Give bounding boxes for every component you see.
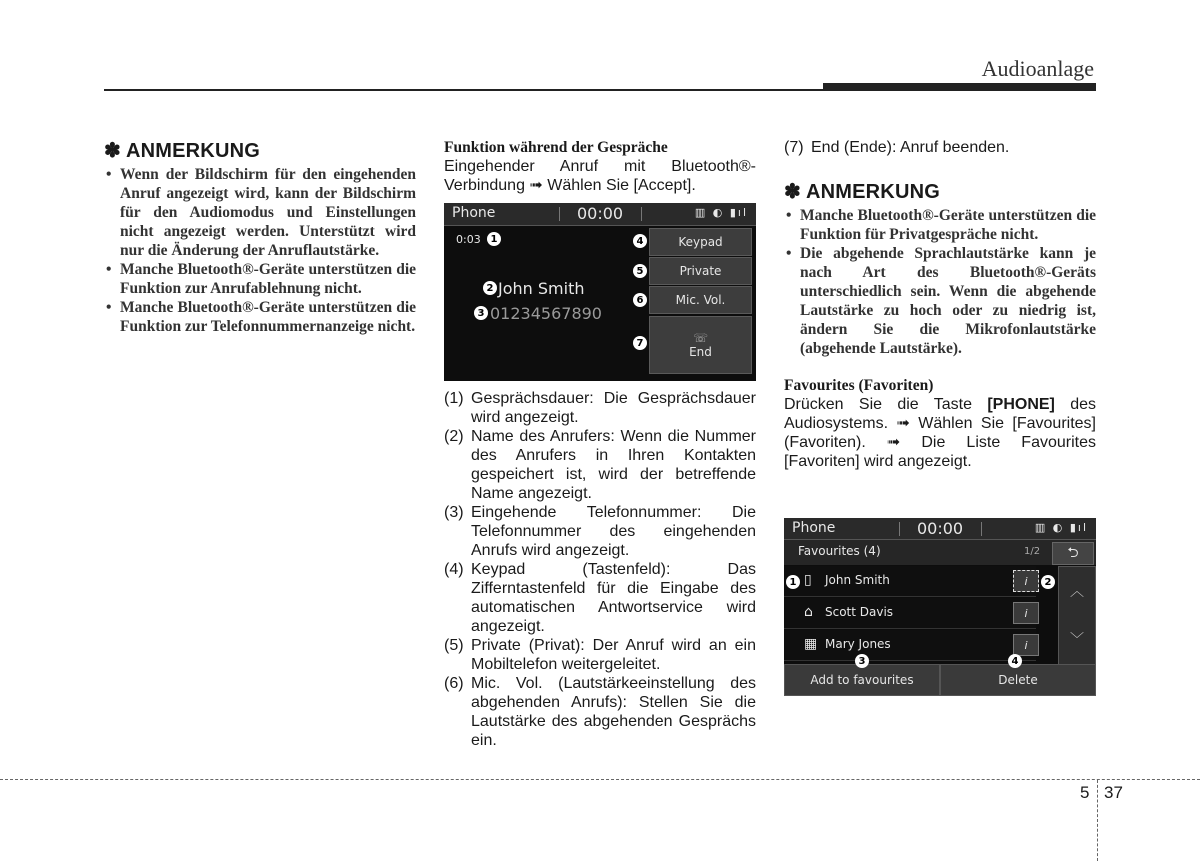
callout-badge: 1 [786,575,800,589]
function-item [444,636,756,674]
note-item: • Wenn der Bildschirm für den eingehenden Anruf angezeigt wird, kann der Bildschirm für den Audiomodus und Einstellungen nicht angezeigt werden. Unterstützt wird nur die Änderung der Anruflautstärke. [104,165,416,260]
function-list-cont [784,138,1096,157]
footer-rule [0,779,1200,780]
column-right [784,138,1096,471]
divider [981,522,982,536]
add-to-favourites-button[interactable] [784,664,940,696]
callout-badge: 5 [633,264,647,278]
end-call-button[interactable] [649,316,752,374]
call-screen [444,203,756,381]
mic-vol-button[interactable] [649,286,752,314]
item-text: End (Ende): Anruf beenden. [811,139,1010,156]
back-button[interactable] [1052,542,1094,565]
text-part: Drücken Sie die Taste [784,396,988,413]
divider [641,207,642,221]
callout-badge: 4 [1008,654,1022,668]
note-list [104,165,416,336]
clock: 00:00 [917,519,964,538]
function-item [444,560,756,636]
item-text: Mic. Vol. (Lautstärkeeinstellung des abgehenden Anrufs): Stellen Sie die Lautstärke des abgehenden Gesprächs ein. [471,675,756,749]
function-list [444,389,756,750]
note-item: • Manche Bluetooth®-Geräte unterstützen die Funktion für Privatgespräche nicht. [784,206,1096,244]
function-item [444,674,756,750]
chapter-number: 5 [1080,783,1090,802]
note-item: • Die abgehende Sprachlautstärke kann je nach Art des Bluetooth®-Geräts unterschiedlich sein. Wenn die abgehende Lautstärke zu hoch oder zu niedrig ist, ändern Sie die Mikrofonlautstärke (abgehende Lautstärke). [784,244,1096,358]
key-name: [PHONE] [987,396,1055,413]
note-list [784,206,1096,358]
favourite-row[interactable] [784,630,1036,661]
contact-name: Mary Jones [825,637,891,651]
delete-label: Delete [998,673,1038,687]
function-item [444,503,756,560]
divider [559,207,560,221]
footer-divider [1097,780,1098,861]
info-button[interactable] [1013,570,1039,592]
scroll-panel [1058,566,1096,666]
end-label: End [689,345,712,359]
back-arrow-icon: ⮌ [1067,544,1079,561]
function-list-block [444,389,756,750]
callout-badge: 1 [487,232,501,246]
item-number: (2) [444,428,464,445]
page-number: 37 [1104,783,1123,802]
contact-name: Scott Davis [825,605,894,619]
favourites-title: Favourites (4) [798,544,881,558]
home-icon: ⌂ [804,604,813,620]
page-indicator: 1/2 [1024,546,1041,557]
item-text: Eingehende Telefonnummer: Die Telefonnummer des eingehenden Anrufs wird angezeigt. [471,504,756,559]
keypad-button[interactable] [649,228,752,256]
private-button[interactable] [649,257,752,285]
item-number: (5) [444,637,464,654]
scroll-down-button[interactable]: ﹀ [1070,632,1084,648]
favourites-screen [784,518,1096,696]
clock: 00:00 [577,204,624,223]
section-heading: Funktion während der Gespräche [444,139,668,156]
favourites-header [784,540,1096,565]
app-title: Phone [792,520,836,536]
item-text: Private (Privat): Der Anruf wird an ein Mobiltelefon weitergeleitet. [471,637,756,673]
text-part: des Audiosystems. ➟ Wählen Sie [Favourites] (Favoriten). ➟ Die Liste Favourites [Favoriten] wird angezeigt. [784,396,1096,470]
item-number: (1) [444,390,464,407]
item-text: Name des Anrufers: Wenn die Nummer des Anrufers in Ihren Kontakten gespeichert ist, wird der betreffende Name angezeigt. [471,428,756,502]
item-text: Keypad (Tastenfeld): Das Zifferntastenfeld für die Eingabe des automatischen Antwortservice wird angezeigt. [471,561,756,635]
delete-button[interactable] [940,664,1096,696]
item-text: Gesprächsdauer: Die Gesprächsdauer wird angezeigt. [471,390,756,426]
mobile-phone-icon: ▯ [804,572,812,588]
column-middle [444,138,756,195]
favourite-row[interactable] [784,566,1036,597]
status-icons: ▥ ◐ ▮ıl [1034,521,1088,534]
status-icons: ▥ ◐ ▮ıl [694,206,748,219]
scroll-up-button[interactable]: ︿ [1070,584,1084,600]
function-item [784,138,1096,157]
section-heading: Favourites (Favoriten) [784,377,934,394]
app-title: Phone [452,205,496,221]
callout-badge: 7 [633,336,647,350]
caller-name: John Smith [498,279,585,298]
item-number: (4) [444,561,464,578]
item-number: (7) [784,139,804,156]
info-button[interactable] [1013,634,1039,656]
status-bar [784,518,1096,540]
callout-badge: 2 [483,281,497,295]
note-heading: ✽ ANMERKUNG [104,140,260,162]
callout-badge: 3 [474,306,488,320]
info-button[interactable] [1013,602,1039,624]
status-bar [444,203,756,226]
note-heading: ✽ ANMERKUNG [784,181,940,203]
column-left [104,138,416,336]
add-label: Add to favourites [810,673,914,687]
office-building-icon: ▦ [804,636,818,652]
item-number: (6) [444,675,464,692]
keypad-label: Keypad [678,235,723,249]
private-label: Private [679,264,722,278]
callout-badge: 6 [633,293,647,307]
callout-badge: 3 [855,654,869,668]
divider [899,522,900,536]
page-header-title: Audioanlage [981,56,1094,81]
callout-badge: 4 [633,234,647,248]
note-item: • Manche Bluetooth®-Geräte unterstützen die Funktion zur Anrufablehnung nicht. [104,260,416,298]
phone-hangup-icon: ☏ [692,331,708,345]
header-tab-bar [823,83,1096,91]
callout-badge: 2 [1041,575,1055,589]
call-duration: 0:03 [456,233,481,246]
note-item: • Manche Bluetooth®-Geräte unterstützen die Funktion zur Telefonnummernanzeige nicht. [104,298,416,336]
function-item [444,427,756,503]
info-icon: i [1024,574,1028,588]
info-icon: i [1024,638,1028,652]
item-number: (3) [444,504,464,521]
contact-name: John Smith [825,573,890,587]
favourite-row[interactable] [784,598,1036,629]
mic-vol-label: Mic. Vol. [675,293,726,307]
info-icon: i [1024,606,1028,620]
caller-number: 01234567890 [490,304,602,323]
function-item [444,389,756,427]
intro-text: Eingehender Anruf mit Bluetooth®-Verbindung ➟ Wählen Sie [Accept]. [444,158,756,194]
favourites-text [784,395,1096,471]
